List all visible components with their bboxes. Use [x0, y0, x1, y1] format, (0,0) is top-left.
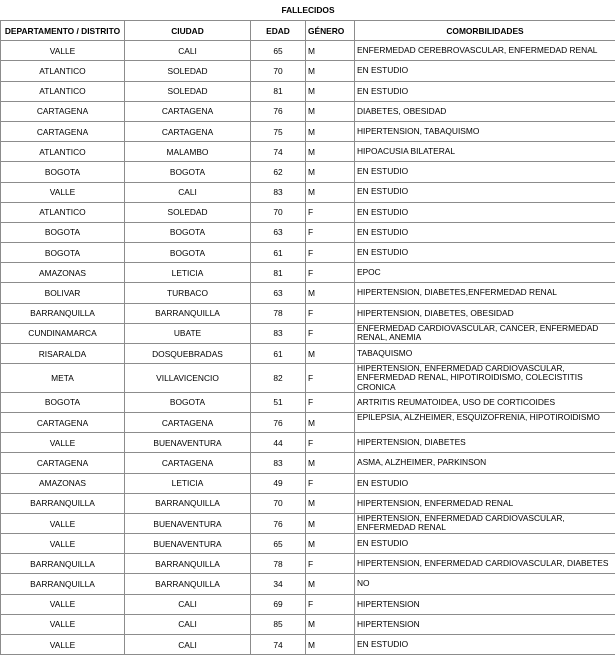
cell-edad: 74	[251, 635, 306, 655]
cell-departamento: ATLANTICO	[1, 61, 125, 81]
cell-ciudad: BUENAVENTURA	[125, 433, 251, 453]
cell-edad: 81	[251, 81, 306, 101]
cell-departamento: VALLE	[1, 534, 125, 554]
cell-edad: 76	[251, 101, 306, 121]
cell-genero: M	[306, 61, 355, 81]
cell-departamento: VALLE	[1, 433, 125, 453]
cell-departamento: BOGOTA	[1, 222, 125, 242]
table-row	[1, 433, 615, 453]
cell-genero: M	[306, 182, 355, 202]
cell-genero: M	[306, 283, 355, 303]
cell-edad: 62	[251, 162, 306, 182]
cell-edad: 61	[251, 243, 306, 263]
cell-genero: M	[306, 513, 355, 533]
table-row	[1, 513, 615, 533]
cell-departamento: CUNDINAMARCA	[1, 323, 125, 343]
cell-edad: 34	[251, 574, 306, 594]
cell-departamento: VALLE	[1, 614, 125, 634]
cell-departamento: AMAZONAS	[1, 263, 125, 283]
cell-edad: 83	[251, 453, 306, 473]
cell-departamento: CARTAGENA	[1, 453, 125, 473]
cell-comorbilidades: DIABETES, OBESIDAD	[355, 101, 615, 121]
cell-comorbilidades: HIPERTENSION, ENFERMEDAD CARDIOVASCULAR, DIABETES	[355, 554, 615, 574]
table-row	[1, 81, 615, 101]
cell-comorbilidades: HIPERTENSION	[355, 614, 615, 634]
table-body	[1, 41, 615, 655]
cell-genero: M	[306, 162, 355, 182]
cell-comorbilidades: EN ESTUDIO	[355, 182, 615, 202]
cell-ciudad: CALI	[125, 614, 251, 634]
table-row	[1, 594, 615, 614]
table-row	[1, 243, 615, 263]
header-comorbilidades: COMORBILIDADES	[355, 21, 615, 41]
cell-departamento: VALLE	[1, 635, 125, 655]
cell-ciudad: CARTAGENA	[125, 453, 251, 473]
cell-edad: 63	[251, 222, 306, 242]
cell-comorbilidades: HIPERTENSION, DIABETES, OBESIDAD	[355, 303, 615, 323]
cell-departamento: BOGOTA	[1, 243, 125, 263]
cell-edad: 49	[251, 473, 306, 493]
cell-genero: M	[306, 635, 355, 655]
cell-ciudad: CALI	[125, 635, 251, 655]
cell-edad: 74	[251, 142, 306, 162]
cell-comorbilidades: HIPERTENSION, TABAQUISMO	[355, 121, 615, 141]
table-row	[1, 392, 615, 412]
cell-edad: 78	[251, 554, 306, 574]
cell-genero: F	[306, 473, 355, 493]
cell-ciudad: TURBACO	[125, 283, 251, 303]
cell-ciudad: CALI	[125, 594, 251, 614]
cell-comorbilidades: EN ESTUDIO	[355, 61, 615, 81]
cell-ciudad: BARRANQUILLA	[125, 554, 251, 574]
cell-genero: F	[306, 392, 355, 412]
cell-ciudad: BARRANQUILLA	[125, 303, 251, 323]
cell-comorbilidades: EN ESTUDIO	[355, 473, 615, 493]
cell-edad: 51	[251, 392, 306, 412]
table-row	[1, 41, 615, 61]
cell-ciudad: LETICIA	[125, 473, 251, 493]
header-ciudad: CIUDAD	[125, 21, 251, 41]
table-row	[1, 412, 615, 432]
cell-edad: 70	[251, 202, 306, 222]
cell-comorbilidades: ARTRITIS REUMATOIDEA, USO DE CORTICOIDES	[355, 392, 615, 412]
cell-genero: M	[306, 344, 355, 364]
table-row	[1, 534, 615, 554]
header-edad: EDAD	[251, 21, 306, 41]
cell-genero: F	[306, 202, 355, 222]
cell-comorbilidades: ENFERMEDAD CEREBROVASCULAR, ENFERMEDAD RENAL	[355, 41, 615, 61]
cell-departamento: BARRANQUILLA	[1, 493, 125, 513]
cell-genero: F	[306, 433, 355, 453]
table-row	[1, 283, 615, 303]
cell-ciudad: BOGOTA	[125, 392, 251, 412]
cell-edad: 44	[251, 433, 306, 453]
cell-comorbilidades: EPILEPSIA, ALZHEIMER, ESQUIZOFRENIA, HIPOTIROIDISMO	[355, 412, 615, 432]
cell-genero: F	[306, 554, 355, 574]
cell-comorbilidades: EN ESTUDIO	[355, 81, 615, 101]
cell-edad: 65	[251, 41, 306, 61]
cell-edad: 85	[251, 614, 306, 634]
cell-departamento: RISARALDA	[1, 344, 125, 364]
cell-edad: 63	[251, 283, 306, 303]
cell-edad: 83	[251, 182, 306, 202]
cell-ciudad: CARTAGENA	[125, 121, 251, 141]
cell-ciudad: BOGOTA	[125, 222, 251, 242]
title-row	[1, 0, 615, 21]
cell-comorbilidades: EN ESTUDIO	[355, 162, 615, 182]
cell-comorbilidades: HIPERTENSION, DIABETES	[355, 433, 615, 453]
cell-departamento: CARTAGENA	[1, 412, 125, 432]
table-row	[1, 142, 615, 162]
cell-ciudad: BUENAVENTURA	[125, 534, 251, 554]
table-row	[1, 473, 615, 493]
cell-ciudad: CARTAGENA	[125, 412, 251, 432]
table-row	[1, 614, 615, 634]
cell-ciudad: MALAMBO	[125, 142, 251, 162]
table-row	[1, 101, 615, 121]
cell-comorbilidades: EN ESTUDIO	[355, 243, 615, 263]
cell-comorbilidades: HIPERTENSION, ENFERMEDAD CARDIOVASCULAR, ENFERMEDAD RENAL, HIPOTIROIDISMO, COLECISTITIS CRONICA	[355, 364, 615, 393]
cell-genero: F	[306, 222, 355, 242]
cell-genero: F	[306, 263, 355, 283]
cell-departamento: BOGOTA	[1, 392, 125, 412]
cell-genero: M	[306, 534, 355, 554]
cell-edad: 83	[251, 323, 306, 343]
cell-genero: M	[306, 121, 355, 141]
cell-ciudad: SOLEDAD	[125, 81, 251, 101]
cell-comorbilidades: EN ESTUDIO	[355, 635, 615, 655]
cell-comorbilidades: ASMA, ALZHEIMER, PARKINSON	[355, 453, 615, 473]
cell-departamento: BARRANQUILLA	[1, 574, 125, 594]
cell-edad: 61	[251, 344, 306, 364]
cell-departamento: VALLE	[1, 513, 125, 533]
cell-comorbilidades: EN ESTUDIO	[355, 222, 615, 242]
cell-edad: 70	[251, 493, 306, 513]
cell-departamento: VALLE	[1, 182, 125, 202]
cell-ciudad: BARRANQUILLA	[125, 574, 251, 594]
cell-genero: M	[306, 101, 355, 121]
cell-genero: M	[306, 142, 355, 162]
table-row	[1, 121, 615, 141]
table-row	[1, 303, 615, 323]
table-row	[1, 323, 615, 343]
table-title: FALLECIDOS	[1, 0, 615, 21]
cell-genero: F	[306, 303, 355, 323]
cell-departamento: ATLANTICO	[1, 142, 125, 162]
table-row	[1, 493, 615, 513]
cell-ciudad: BUENAVENTURA	[125, 513, 251, 533]
cell-comorbilidades: EPOC	[355, 263, 615, 283]
table-row	[1, 162, 615, 182]
cell-comorbilidades: HIPERTENSION	[355, 594, 615, 614]
cell-comorbilidades: ENFERMEDAD CARDIOVASCULAR, CANCER, ENFERMEDAD RENAL, ANEMIA	[355, 323, 615, 343]
cell-departamento: CARTAGENA	[1, 121, 125, 141]
cell-edad: 70	[251, 61, 306, 81]
cell-comorbilidades: HIPOACUSIA BILATERAL	[355, 142, 615, 162]
cell-genero: M	[306, 574, 355, 594]
cell-genero: F	[306, 594, 355, 614]
cell-genero: M	[306, 614, 355, 634]
cell-edad: 76	[251, 412, 306, 432]
cell-edad: 82	[251, 364, 306, 393]
cell-comorbilidades: HIPERTENSION, DIABETES,ENFERMEDAD RENAL	[355, 283, 615, 303]
cell-genero: F	[306, 243, 355, 263]
cell-genero: M	[306, 412, 355, 432]
cell-departamento: CARTAGENA	[1, 101, 125, 121]
table-row	[1, 263, 615, 283]
cell-departamento: ATLANTICO	[1, 202, 125, 222]
header-row	[1, 21, 615, 41]
table-row	[1, 344, 615, 364]
cell-edad: 81	[251, 263, 306, 283]
cell-genero: F	[306, 323, 355, 343]
cell-departamento: ATLANTICO	[1, 81, 125, 101]
cell-genero: F	[306, 364, 355, 393]
cell-ciudad: VILLAVICENCIO	[125, 364, 251, 393]
cell-comorbilidades: NO	[355, 574, 615, 594]
cell-ciudad: DOSQUEBRADAS	[125, 344, 251, 364]
cell-departamento: VALLE	[1, 594, 125, 614]
cell-ciudad: CALI	[125, 41, 251, 61]
cell-departamento: BARRANQUILLA	[1, 554, 125, 574]
table-row	[1, 554, 615, 574]
table-row	[1, 182, 615, 202]
cell-edad: 76	[251, 513, 306, 533]
cell-comorbilidades: EN ESTUDIO	[355, 202, 615, 222]
cell-edad: 75	[251, 121, 306, 141]
cell-comorbilidades: TABAQUISMO	[355, 344, 615, 364]
cell-ciudad: UBATE	[125, 323, 251, 343]
header-genero: GÉNERO	[306, 21, 355, 41]
cell-edad: 65	[251, 534, 306, 554]
table-row	[1, 61, 615, 81]
cell-departamento: BARRANQUILLA	[1, 303, 125, 323]
cell-genero: M	[306, 493, 355, 513]
cell-genero: M	[306, 81, 355, 101]
table-row	[1, 222, 615, 242]
cell-ciudad: BOGOTA	[125, 162, 251, 182]
header-departamento: DEPARTAMENTO / DISTRITO	[1, 21, 125, 41]
table-row	[1, 202, 615, 222]
cell-ciudad: BOGOTA	[125, 243, 251, 263]
table-row	[1, 635, 615, 655]
cell-genero: M	[306, 41, 355, 61]
cell-comorbilidades: HIPERTENSION, ENFERMEDAD CARDIOVASCULAR, ENFERMEDAD RENAL	[355, 513, 615, 533]
table-row	[1, 453, 615, 473]
cell-ciudad: LETICIA	[125, 263, 251, 283]
cell-edad: 69	[251, 594, 306, 614]
cell-genero: M	[306, 453, 355, 473]
cell-comorbilidades: EN ESTUDIO	[355, 534, 615, 554]
table-row	[1, 364, 615, 393]
cell-comorbilidades: HIPERTENSION, ENFERMEDAD RENAL	[355, 493, 615, 513]
cell-ciudad: CARTAGENA	[125, 101, 251, 121]
cell-departamento: AMAZONAS	[1, 473, 125, 493]
table-row	[1, 574, 615, 594]
cell-edad: 78	[251, 303, 306, 323]
cell-ciudad: CALI	[125, 182, 251, 202]
cell-ciudad: BARRANQUILLA	[125, 493, 251, 513]
cell-ciudad: SOLEDAD	[125, 61, 251, 81]
cell-departamento: BOLIVAR	[1, 283, 125, 303]
cell-ciudad: SOLEDAD	[125, 202, 251, 222]
cell-departamento: VALLE	[1, 41, 125, 61]
cell-departamento: META	[1, 364, 125, 393]
cell-departamento: BOGOTA	[1, 162, 125, 182]
